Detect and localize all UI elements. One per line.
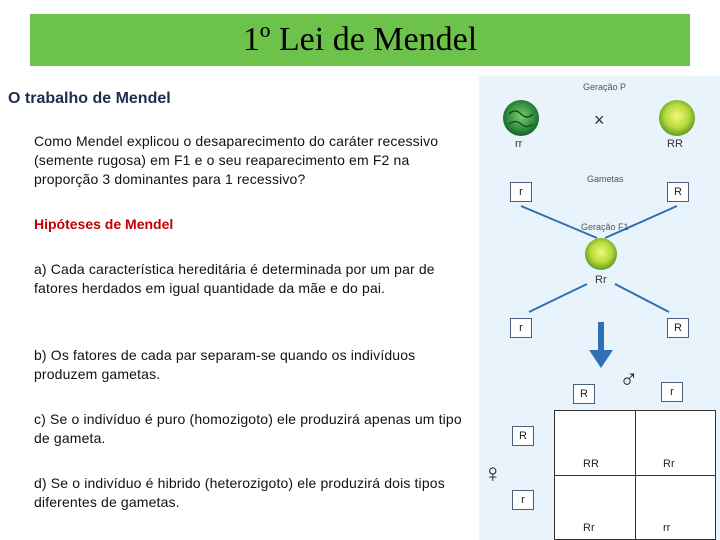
male-symbol-icon: ♂ [619,364,639,394]
hypothesis-d: d) Se o indivíduo é hibrido (heterozigoto) ele produzirá dois tipos diferentes de gametas. [34,475,445,510]
punnett-cell-2: Rr [663,458,675,470]
f1-seed-icon [585,238,617,270]
punnett-cell-4: rr [663,522,671,534]
page-title: 1º Lei de Mendel [242,21,478,58]
title-bar [30,14,690,66]
f1-gamete-left-box: r [510,318,532,338]
segregation-line-left [529,284,587,312]
f1-genotype: Rr [595,274,607,286]
down-arrow-icon [589,322,613,368]
male-gamete-1-box: R [573,384,595,404]
f1-gamete-right-box: R [667,318,689,338]
punnett-square [554,410,716,540]
male-gamete-2-box: r [661,382,683,402]
smooth-seed-icon [659,100,695,136]
generation-f1-label: Geração F1 [581,222,629,232]
parent-right-genotype: RR [667,138,683,150]
hypotheses-title: Hipóteses de Mendel [34,216,174,232]
female-gamete-2-box: r [512,490,534,510]
gametes-label: Gametas [587,174,624,184]
punnett-cell-3: Rr [583,522,595,534]
female-symbol-icon: ♀ [483,458,503,488]
generation-p-label: Geração P [583,82,627,92]
gamete-right-box: R [667,182,689,202]
mendel-cross-diagram [479,76,720,540]
parent-left-genotype: rr [515,138,523,150]
question-text: Como Mendel explicou o desaparecimento do caráter recessivo (semente rugosa) em F1 e o seu reaparecimento em F2 na proporção 3 dominantes para 1 recessivo? [34,133,439,187]
cross-symbol: × [594,110,605,130]
section-title: O trabalho de Mendel [8,90,171,107]
hypothesis-c: c) Se o indivíduo é puro (homozigoto) ele produzirá apenas um tipo de gameta. [34,411,462,446]
gamete-left-box: r [510,182,532,202]
wrinkled-seed-icon [503,100,539,136]
hypothesis-a: a) Cada característica hereditária é determinada por um par de fatores herdados em igual quantidade da mãe e do pai. [34,261,435,296]
punnett-cell-1: RR [583,458,599,470]
hypothesis-b: b) Os fatores de cada par separam-se quando os indivíduos produzem gametas. [34,347,416,382]
segregation-line-right [615,284,669,312]
female-gamete-1-box: R [512,426,534,446]
